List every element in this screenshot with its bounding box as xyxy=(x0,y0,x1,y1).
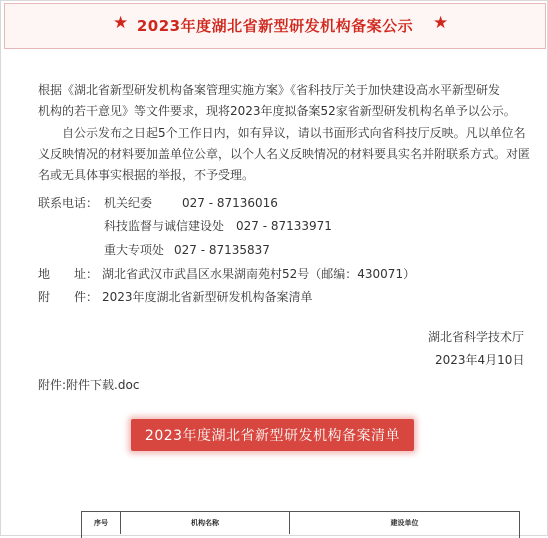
star-icon: ★ xyxy=(433,13,449,33)
annex-label: 附 件： xyxy=(38,290,99,304)
title-bar xyxy=(4,3,546,49)
attachment-line xyxy=(38,376,139,394)
list-banner: 2023年度湖北省新型研发机构备案清单 xyxy=(131,419,414,451)
star-icon: ★ xyxy=(113,13,129,33)
contact-label: 联系电话： xyxy=(38,196,99,210)
contact-phone-3: 027 - 87135837 xyxy=(174,243,270,257)
intro-paragraph-1-line-1: 根据《湖北省新型研发机构备案管理实施方案》《省科技厅关于加快建设高水平新型研发 xyxy=(38,83,501,97)
attachment-download-link[interactable]: 附件下载.doc xyxy=(66,378,140,392)
intro-paragraph-1-line-2: 机构的若干意见》等文件要求，现将2023年度拟备案52家省新型研发机构名单予以公示。 xyxy=(38,104,516,118)
list-table-header xyxy=(81,511,520,538)
contact-phone-2: 027 - 87133971 xyxy=(236,219,332,233)
intro-paragraph-2-line-2: 义反映情况的材料要加盖单位公章，以个人名义反映情况的材料要具实名并附联系方式。对匿 xyxy=(38,147,531,161)
attachment-label: 附件: xyxy=(38,378,67,392)
intro-paragraph-2-line-3: 名或无具体事实根据的举报，不予受理。 xyxy=(38,168,255,182)
contact-dept-3: 重大专项处 xyxy=(104,243,165,257)
intro-paragraph-2-line-1: 自公示发布之日起5个工作日内，如有异议，请以书面形式向省科技厅反映。凡以单位名 xyxy=(62,126,526,140)
table-header-org-name: 机构名称 xyxy=(121,512,290,534)
table-header-index: 序号 xyxy=(82,512,121,534)
address-value: 湖北省武汉市武昌区水果湖南苑村52号（邮编：430071） xyxy=(102,267,416,281)
contact-phone-1: 027 - 87136016 xyxy=(182,196,278,210)
contact-dept-2: 科技监督与诚信建设处 xyxy=(104,219,225,233)
table-header-builder: 建设单位 xyxy=(390,519,419,527)
signature-date: 2023年4月10日 xyxy=(435,353,525,367)
address-label: 地 址： xyxy=(38,267,99,281)
contact-dept-1: 机关纪委 xyxy=(104,196,153,210)
annex-value: 2023年度湖北省新型研发机构备案清单 xyxy=(102,290,313,304)
signature-org: 湖北省科学技术厅 xyxy=(428,330,525,344)
page-title: 2023年度湖北省新型研发机构备案公示 xyxy=(136,17,414,35)
